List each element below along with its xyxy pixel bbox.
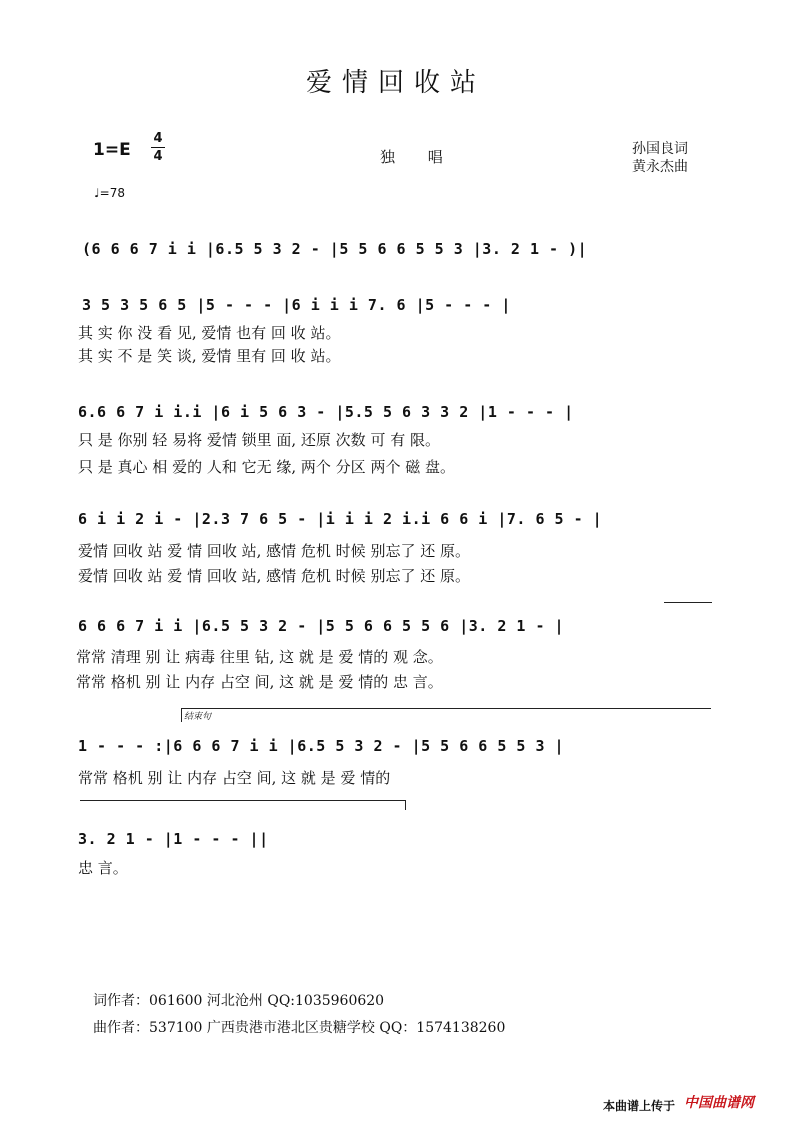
score-line-4-notes: 6 i i 2 i - |2.3 7 6 5 - |i i i 2 i.i 6 6 i |7. 6 5 - | xyxy=(78,510,603,528)
score-line-3-lyric-2: 只 是 真心 相 爱的 人和 它无 缘, 两个 分区 两个 磁 盘。 xyxy=(78,458,455,476)
composer-credit: 黄永杰曲 xyxy=(632,159,688,175)
score-line-2-lyric-2: 其 实 不 是 笑 谈, 爱情 里有 回 收 站。 xyxy=(78,347,341,365)
score-line-5-notes: 6 6 6 7 i i |6.5 5 3 2 - |5 5 6 6 5 5 6 |3. 2 1 - | xyxy=(78,617,565,635)
score-line-2-notes: 3 5 3 5 6 5 |5 - - - |6 i i i 7. 6 |5 - - - | xyxy=(82,296,511,314)
final-ending-bracket-tick xyxy=(405,800,406,810)
key-signature: 1=E xyxy=(93,140,131,160)
time-signature-top: 4 xyxy=(153,131,163,146)
score-line-5-lyric-1: 常常 清理 别 让 病毒 往里 钻, 这 就 是 爱 情的 观 念。 xyxy=(76,648,443,666)
lyricist-credit: 孙国良词 xyxy=(632,141,688,157)
tempo-marking: ♩=78 xyxy=(94,186,125,200)
score-line-7-lyric-1: 忠 言。 xyxy=(78,859,128,877)
time-signature-bottom: 4 xyxy=(153,149,163,164)
score-line-6-lyric-1: 常常 格机 别 让 内存 占空 间, 这 就 是 爱 情的 xyxy=(78,769,391,787)
score-line-5-lyric-2: 常常 格机 别 让 内存 占空 间, 这 就 是 爱 情的 忠 言。 xyxy=(76,673,443,691)
score-line-1-notes: (6 6 6 7 i i |6.5 5 3 2 - |5 5 6 6 5 5 3 |3. 2 1 - )| xyxy=(82,240,588,258)
tie-line xyxy=(664,602,712,603)
score-line-3-notes: 6.6 6 7 i i.i |6 i 5 6 3 - |5.5 5 6 3 3 2 |1 - - - | xyxy=(78,403,574,421)
final-ending-bracket xyxy=(80,800,405,801)
score-line-4-lyric-1: 爱情 回收 站 爱 情 回收 站, 感情 危机 时候 别忘了 还 原。 xyxy=(78,542,470,560)
performance-type: 独 唱 xyxy=(380,148,457,166)
score-line-7-notes: 3. 2 1 - |1 - - - || xyxy=(78,830,269,848)
time-signature xyxy=(151,131,165,164)
ending-bracket-tick xyxy=(181,708,182,722)
score-line-3-lyric-1: 只 是 你别 轻 易将 爱情 锁里 面, 还原 次数 可 有 限。 xyxy=(78,431,440,449)
ending-label: 结束句 xyxy=(184,712,212,722)
score-line-6-notes: 1 - - - :|6 6 6 7 i i |6.5 5 3 2 - |5 5 6 6 5 5 3 | xyxy=(78,737,565,755)
score-line-2-lyric-1: 其 实 你 没 看 见, 爱情 也有 回 收 站。 xyxy=(78,324,341,342)
ending-bracket xyxy=(181,708,711,709)
page-title: 爱情回收站 xyxy=(305,68,486,98)
score-line-4-lyric-2: 爱情 回收 站 爱 情 回收 站, 感情 危机 时候 别忘了 还 原。 xyxy=(78,567,470,585)
footer-lyricist-contact: 词作者：061600 河北沧州 QQ:1035960620 xyxy=(93,993,385,1009)
site-logo[interactable]: 中国曲谱网 xyxy=(684,1095,754,1111)
upload-notice: 本曲谱上传于 xyxy=(603,1099,676,1113)
footer-composer-contact: 曲作者：537100 广西贵港市港北区贵糖学校 QQ：1574138260 xyxy=(93,1020,506,1036)
